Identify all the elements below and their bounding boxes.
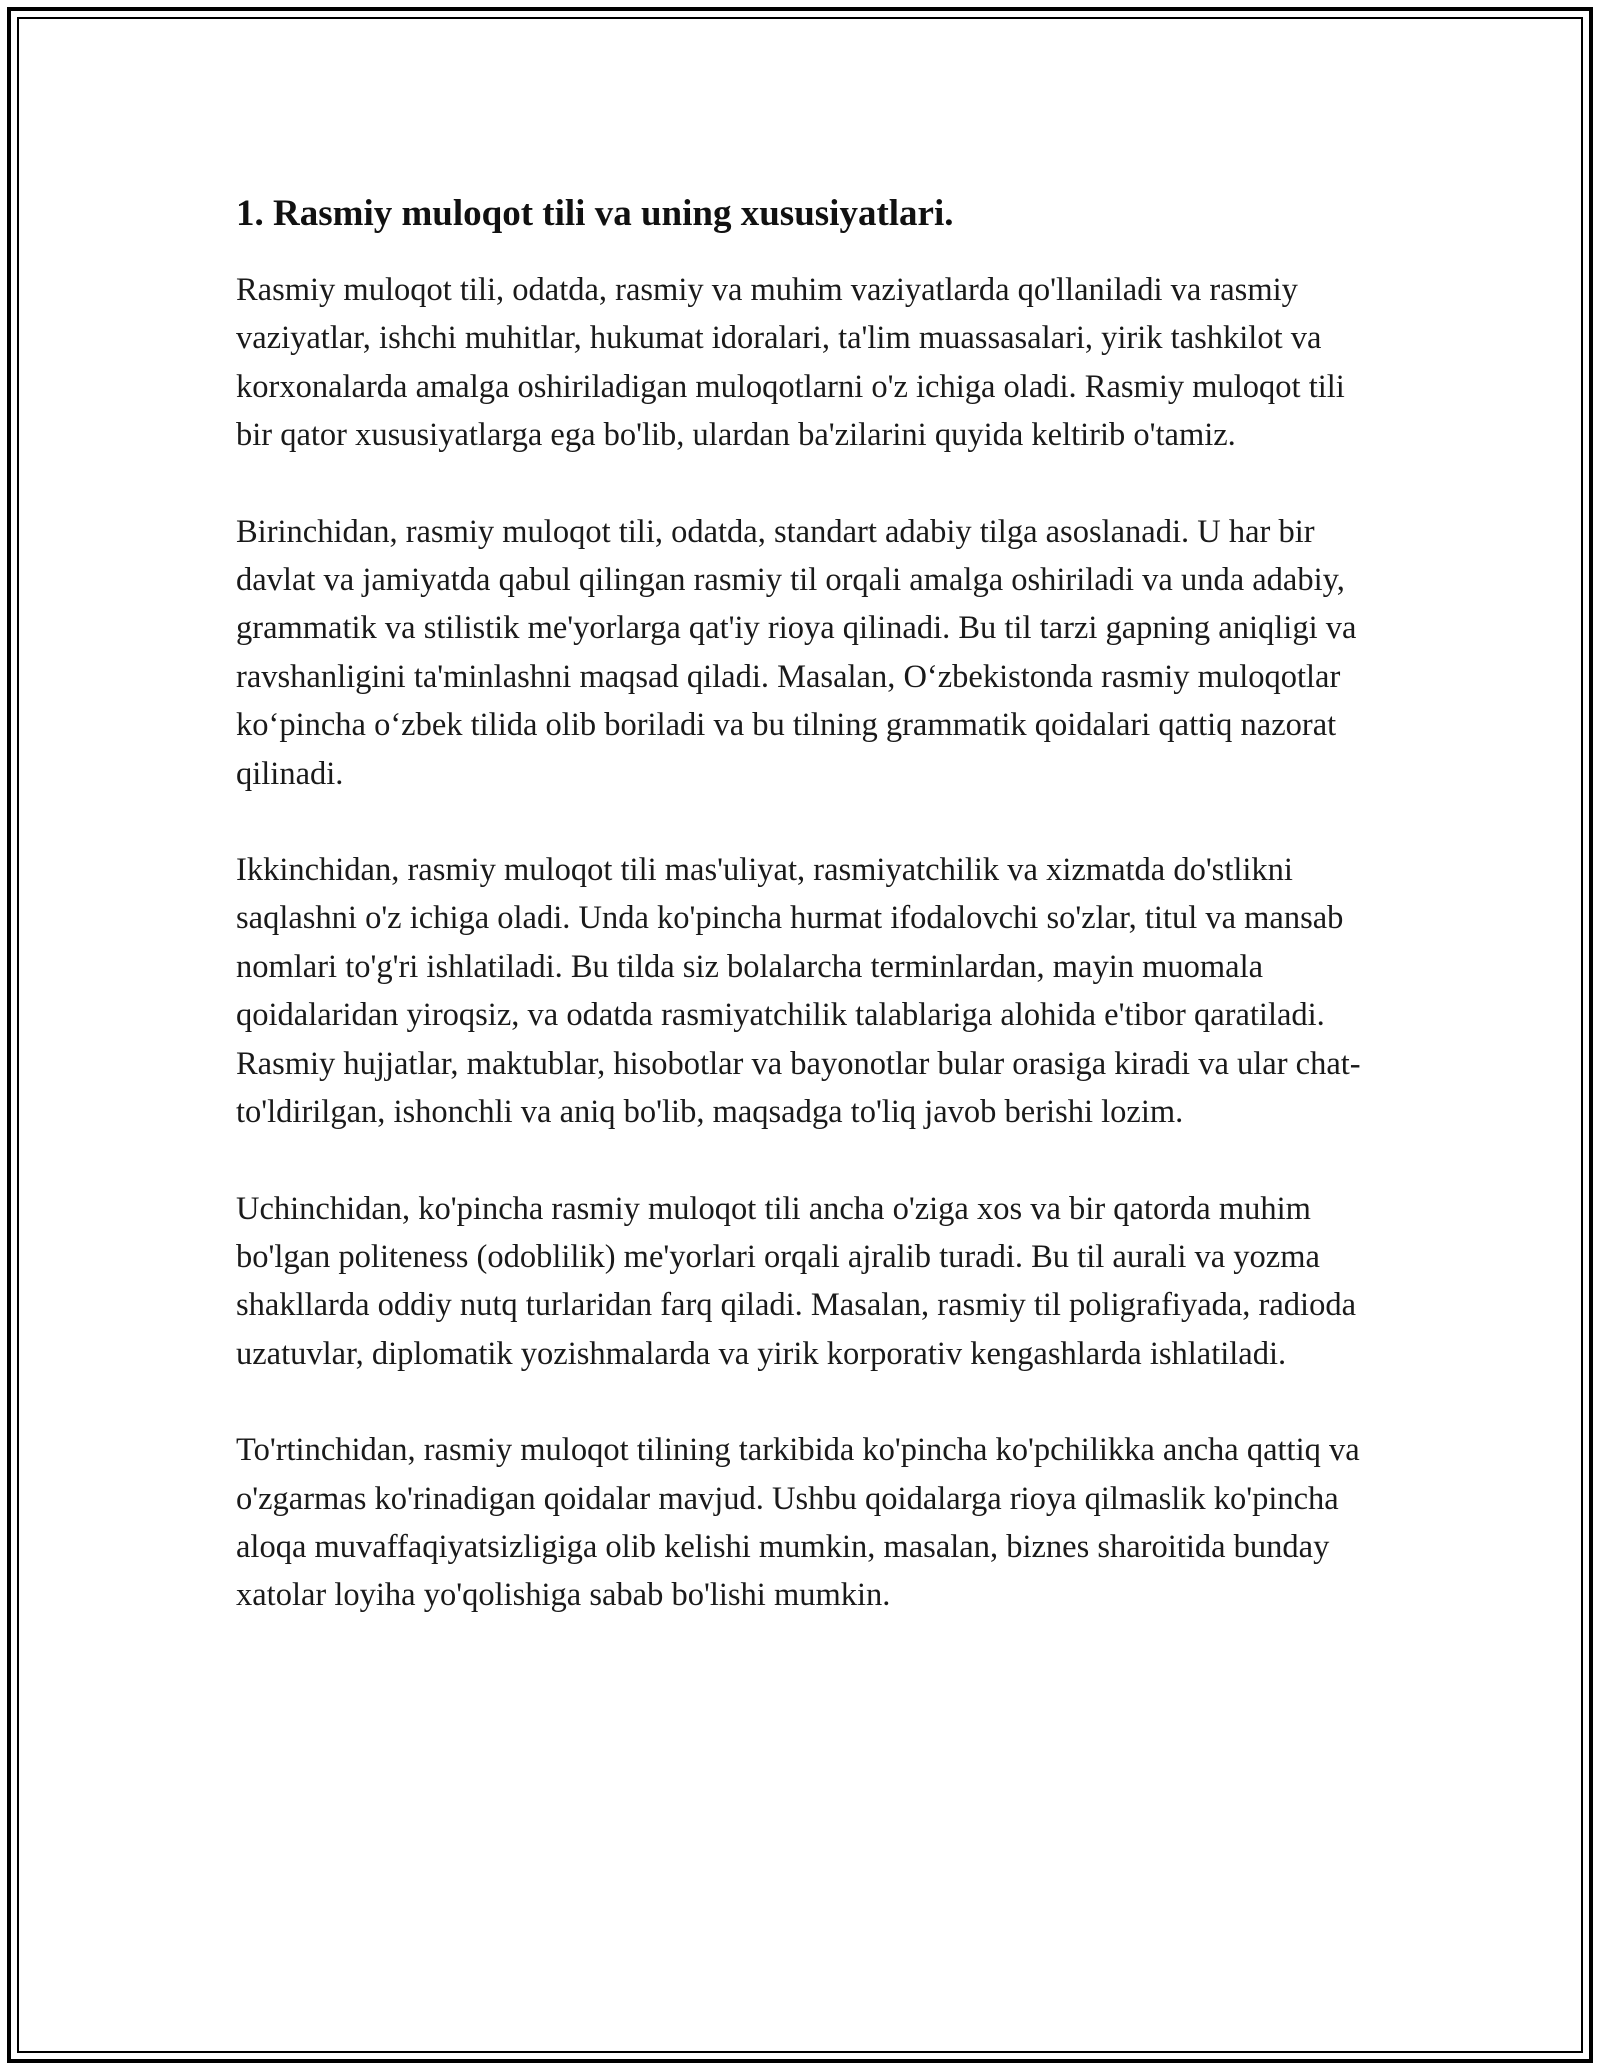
paragraph-first-point: Birinchidan, rasmiy muloqot tili, odatda, standart adabiy tilga asoslanadi. U har bir davlat va jamiyatda qabul qilingan rasmiy til orqali amalga oshiriladi va unda adabiy, grammatik va stilistik me'yorlarga qat'iy rioya qilinadi. Bu til tarzi gapning aniqligi va ravshanligini ta'minlashni maqsad qiladi. Masalan, O‘zbekistonda rasmiy muloqotlar ko‘pincha o‘zbek tilida olib boriladi va bu tilning grammatik qoidalari qattiq nazorat qilinadi. <box>236 513 1357 792</box>
section-heading: 1. Rasmiy muloqot tili va uning xususiyatlari. <box>236 193 954 234</box>
document-body <box>236 188 1366 1668</box>
paragraph-second-point: Ikkinchidan, rasmiy muloqot tili mas'uliyat, rasmiyatchilik va xizmatda do'stlikni saqlashni o'z ichiga oladi. Unda ko'pincha hurmat ifodalovchi so'zlar, titul va mansab nomlari to'g'ri ishlatiladi. Bu tilda siz bolalarcha terminlardan, mayin muomala qoidalaridan yiroqsiz, va odatda rasmiyatchilik talablariga alohida e'tibor qaratiladi. Rasmiy hujjatlar, maktublar, hisobotlar va bayonotlar bular orasiga kiradi va ular chat-to'ldirilgan, ishonchli va aniq bo'lib, maqsadga to'liq javob berishi lozim. <box>236 852 1361 1131</box>
paragraph-intro: Rasmiy muloqot tili, odatda, rasmiy va muhim vaziyatlarda qo'llaniladi va rasmiy vaziyatlar, ishchi muhitlar, hukumat idoralari, ta'lim muassasalari, yirik tashkilot va korxonalarda amalga oshiriladigan muloqotlarni o'z ichiga oladi. Rasmiy muloqot tili bir qator xususiyatlarga ega bo'lib, ulardan ba'zilarini quyida keltirib o'tamiz. <box>236 272 1345 454</box>
paragraph-third-point: Uchinchidan, ko'pincha rasmiy muloqot tili ancha o'ziga xos va bir qatorda muhim bo'lgan politeness (odoblilik) me'yorlari orqali ajralib turadi. Bu til aurali va yozma shakllarda oddiy nutq turlaridan farq qiladi. Masalan, rasmiy til poligrafiyada, radioda uzatuvlar, diplomatik yozishmalarda va yirik korporativ kengashlarda ishlatiladi. <box>236 1190 1357 1372</box>
paragraph-fourth-point: To'rtinchidan, rasmiy muloqot tilining tarkibida ko'pincha ko'pchilikka ancha qattiq va o'zgarmas ko'rinadigan qoidalar mavjud. Ushbu qoidalarga rioya qilmaslik ko'pincha aloqa muvaffaqiyatsizligiga olib kelishi mumkin, masalan, biznes sharoitida bunday xatolar loyiha yo'qolishiga sabab bo'lishi mumkin. <box>236 1432 1360 1614</box>
